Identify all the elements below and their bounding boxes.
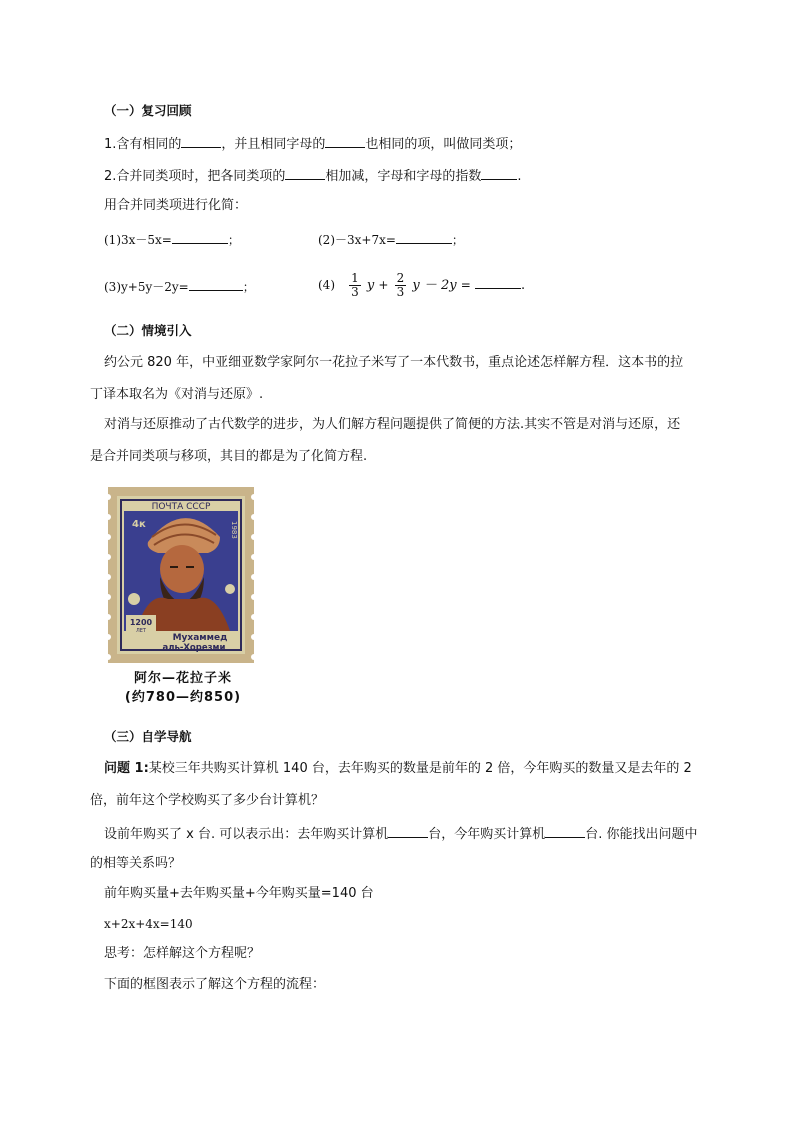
setup-line2: 的相等关系吗？: [90, 856, 182, 871]
stamp-badge-unit: ЛЕТ: [136, 628, 146, 634]
problem-1-line1: 问题 1:某校三年共购买计算机 140 台，去年购买的数量是前年的 2 倍，今年购买的数量又是去年的 2: [104, 761, 692, 776]
answer-blank[interactable]: [181, 133, 221, 148]
answer-blank[interactable]: [388, 823, 428, 838]
answer-blank[interactable]: [475, 274, 521, 289]
equation: x+2x+4x=140: [104, 917, 193, 931]
fraction-two-thirds: $\frac{2}{3}$: [396, 271, 405, 299]
exercise-3: (3)y+5y－2y= ；: [104, 276, 255, 296]
question-2: 2.合并同类项时，把各同类项的 相加减，字母和字母的指数 .: [104, 165, 522, 186]
paragraph-history-line2: 丁译本取名为《对消与还原》.: [90, 387, 264, 402]
stamp-badge-number: 1200: [129, 618, 153, 627]
flowchart-intro: 下面的框图表示了解这个方程的流程：: [104, 977, 326, 992]
answer-blank[interactable]: [545, 823, 585, 838]
section-title-review: （一）复习回顾: [104, 103, 192, 118]
paragraph-history-line1: 约公元 820 年，中亚细亚数学家阿尔一花拉子米写了一本代数书，重点论述怎样解方程．这本书的拉: [104, 355, 684, 370]
simplify-intro: 用合并同类项进行化简：: [104, 198, 248, 213]
answer-blank[interactable]: [481, 165, 517, 180]
stamp-caption-name: 阿尔—花拉子米: [133, 671, 232, 686]
section-title-context: （二）情境引入: [104, 323, 192, 338]
stamp-name-line2: аль-Хорезми: [162, 643, 226, 653]
think-prompt: 思考：怎样解这个方程呢？: [104, 946, 261, 961]
problem-1-line2: 倍，前年这个学校购买了多少台计算机？: [90, 793, 325, 808]
exercise-4: (4) $\frac{1}{3}$ y + $\frac{2}{3}$ y － 2y = .: [318, 271, 526, 299]
stamp-top-text: ПОЧТА СССР: [151, 502, 211, 512]
equal-relation: 前年购买量+去年购买量+今年购买量=140 台: [104, 886, 374, 901]
answer-blank[interactable]: [396, 229, 452, 244]
answer-blank[interactable]: [172, 229, 228, 244]
paragraph-purpose-line1: 对消与还原推动了古代数学的进步，为人们解方程问题提供了简便的方法.其实不管是对消与还原，还: [104, 417, 681, 432]
stamp-year: 1983: [230, 521, 238, 539]
answer-blank[interactable]: [285, 165, 325, 180]
answer-blank[interactable]: [325, 133, 365, 148]
exercise-1: (1)3x－5x= ；: [104, 229, 240, 249]
stamp-name-line1: Мухаммед: [172, 633, 228, 643]
question-1: 1.含有相同的 ，并且相同字母的 也相同的项，叫做同类项；: [104, 133, 521, 154]
exercise-2: (2)－3x+7x= ；: [318, 229, 464, 249]
paragraph-purpose-line2: 是合并同类项与移项，其目的都是为了化简方程.: [90, 449, 368, 464]
fraction-one-third: $\frac{1}{3}$: [351, 271, 359, 299]
al-khwarizmi-stamp-image: [108, 487, 254, 663]
answer-blank[interactable]: [189, 276, 243, 291]
stamp-value: 4к: [132, 519, 146, 530]
section-title-self-study: （三）自学导航: [104, 729, 192, 744]
stamp-caption-years: (约780—约850): [124, 690, 242, 705]
setup-line1: 设前年购买了 x 台. 可以表示出：去年购买计算机 台，今年购买计算机 台. 你能找出问题中: [104, 823, 698, 844]
